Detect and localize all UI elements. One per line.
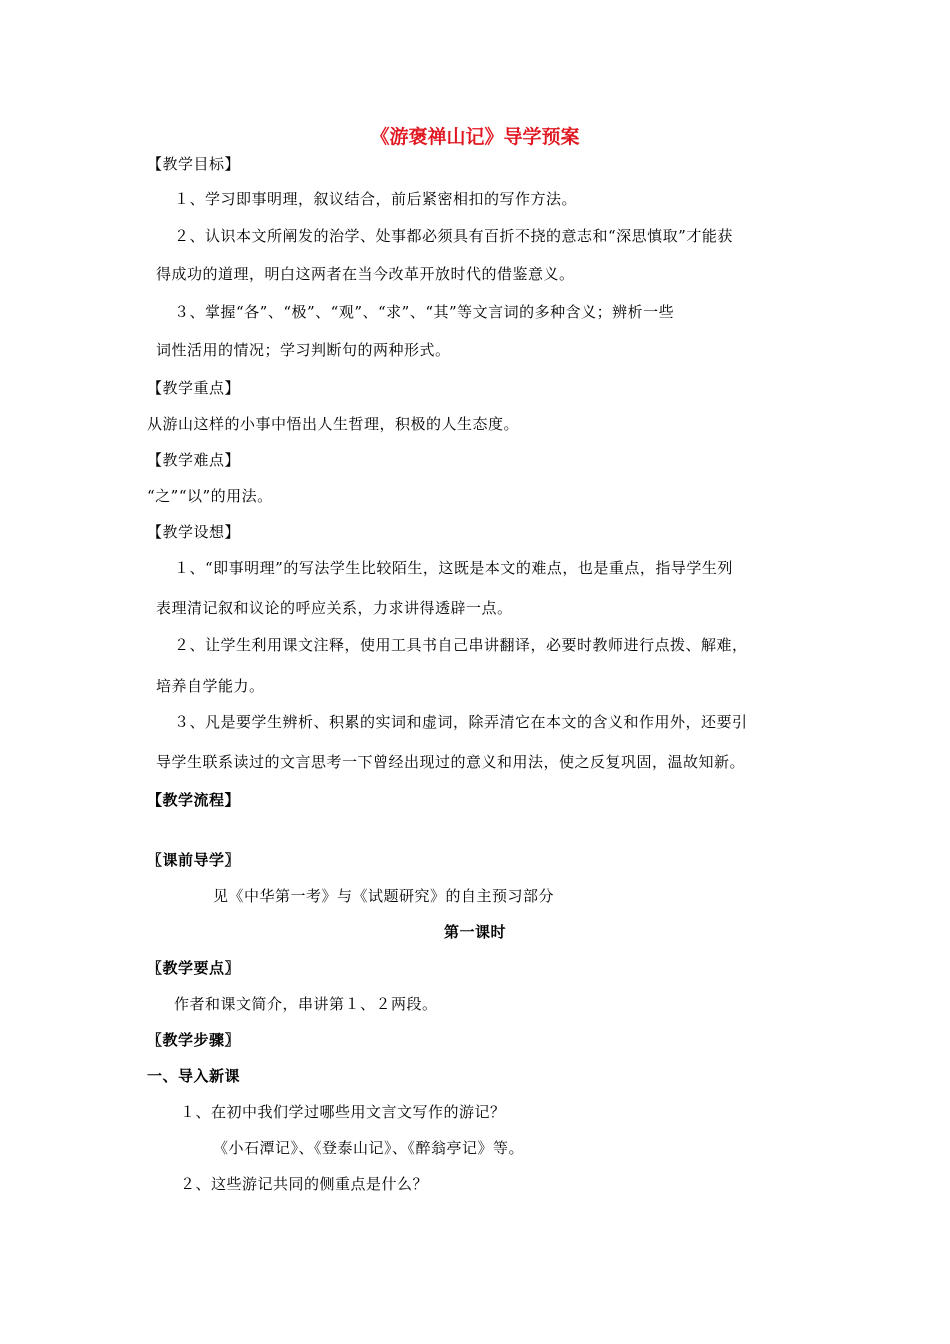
plan-3-line-1: ３、凡是要学生辨析、积累的实词和虚词，除弄清它在本文的含义和作用外，还要引: [174, 713, 748, 731]
question-1: １、在初中我们学过哪些用文言文写作的游记？: [180, 1103, 506, 1121]
plan-1-line-1: １、“即事明理”的写法学生比较陌生，这既是本文的难点，也是重点，指导学生列: [174, 559, 733, 577]
goal-3-line-1: ３、掌握“各”、“极”、“观”、“求”、“其”等文言词的多种含义；辨析一些: [174, 303, 675, 321]
goal-1: １、学习即事明理，叙议结合，前后紧密相扣的写作方法。: [174, 190, 578, 208]
question-2: ２、这些游记共同的侧重点是什么？: [180, 1175, 429, 1193]
document-title: 《游褒禅山记》导学预案: [370, 126, 580, 148]
lesson-title: 第一课时: [443, 923, 506, 941]
step-1-heading: 一、导入新课: [147, 1067, 241, 1085]
plan-heading: 【教学设想】: [147, 523, 241, 541]
plan-2-line-1: ２、让学生利用课文注释，使用工具书自己串讲翻译，必要时教师进行点拨、解难，: [174, 636, 748, 654]
plan-1-line-2: 表理清记叙和议论的呼应关系，力求讲得透辟一点。: [156, 599, 513, 617]
goal-2-line-1: ２、认识本文所阐发的治学、处事都必须具有百折不挠的意志和“深思慎取”才能获: [174, 227, 733, 245]
goals-heading: 【教学目标】: [147, 155, 241, 173]
goal-3-line-2: 词性活用的情况；学习判断句的两种形式。: [156, 341, 451, 359]
points-heading: 〖教学要点〗: [147, 959, 241, 977]
plan-2-line-2: 培养自学能力。: [156, 677, 265, 695]
difficult-text: “之”“以”的用法。: [147, 487, 273, 505]
answer-1: 《小石潭记》、《登泰山记》、《醉翁亭记》等。: [213, 1139, 525, 1157]
goal-2-line-2: 得成功的道理，明白这两者在当今改革开放时代的借鉴意义。: [156, 265, 575, 283]
flow-heading: 【教学流程】: [147, 791, 241, 809]
key-text: 从游山这样的小事中悟出人生哲理，积极的人生态度。: [147, 415, 520, 433]
points-text: 作者和课文简介，串讲第１、２两段。: [174, 995, 438, 1013]
plan-3-line-2: 导学生联系读过的文言思考一下曾经出现过的意义和用法，使之反复巩固，温故知新。: [156, 753, 746, 771]
steps-heading: 〖教学步骤〗: [147, 1031, 241, 1049]
pre-study-heading: 〖课前导学〗: [147, 851, 241, 869]
difficult-heading: 【教学难点】: [147, 451, 241, 469]
key-heading: 【教学重点】: [147, 379, 241, 397]
pre-study-text: 见《中华第一考》与《试题研究》的自主预习部分: [213, 887, 555, 905]
